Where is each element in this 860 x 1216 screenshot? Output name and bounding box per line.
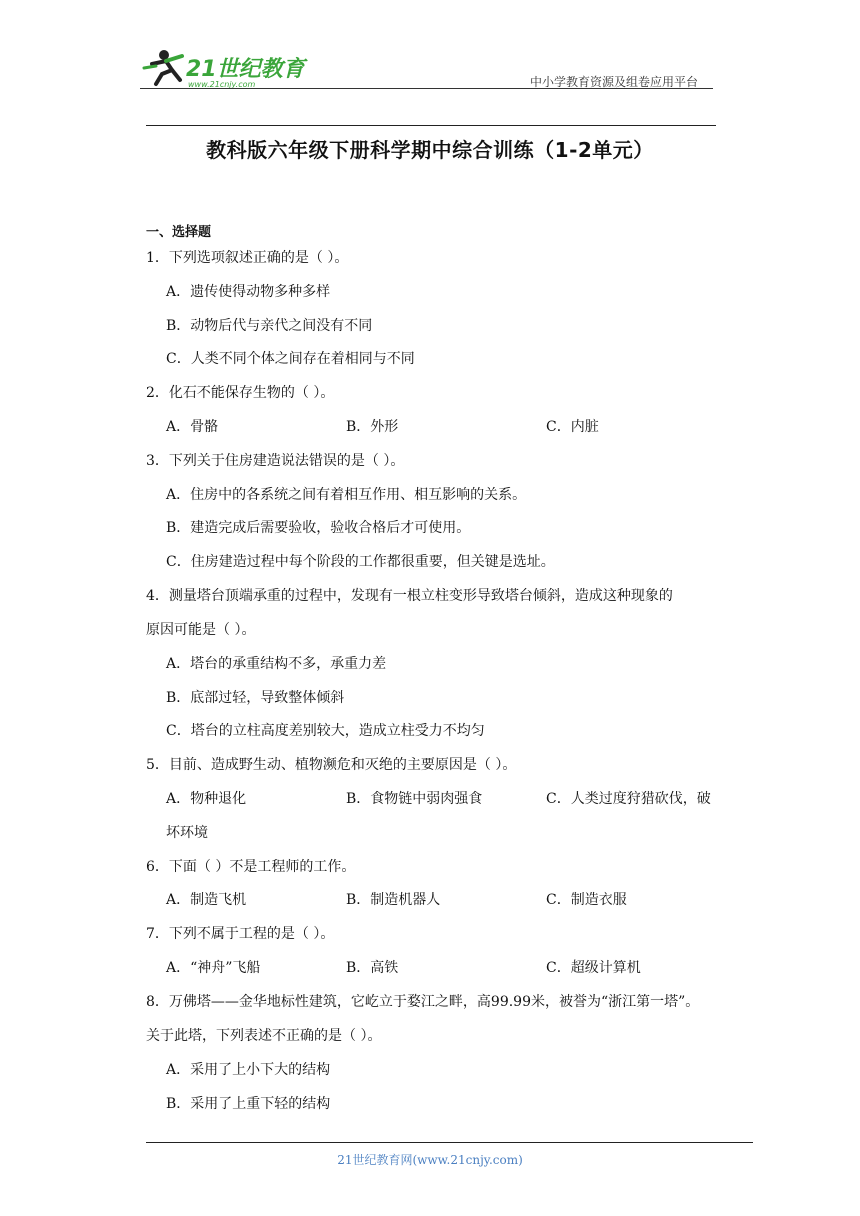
- question-4-stem-cont: 原因可能是（ ）。: [146, 622, 256, 638]
- question-3-option-b: B．建造完成后需要验收，验收合格后才可使用。: [166, 520, 471, 536]
- section-heading: 一、选择题: [146, 225, 212, 240]
- question-1-option-b: B．动物后代与亲代之间没有不同: [166, 318, 373, 334]
- logo-text: 21世纪教育: [186, 57, 305, 82]
- question-5-option-c-cont: 坏环境: [166, 825, 208, 841]
- question-4-option-b: B．底部过轻，导致整体倾斜: [166, 690, 345, 706]
- question-1-option-a: A．遗传使得动物多种多样: [166, 284, 331, 300]
- question-5-option-a: A．物种退化: [166, 791, 247, 807]
- page-title: 教科版六年级下册科学期中综合训练（1-2单元）: [206, 138, 654, 162]
- brand-logo: [142, 46, 312, 90]
- question-5-option-c: C．人类过度狩猎砍伐，破: [546, 791, 711, 807]
- question-3-option-c: C．住房建造过程中每个阶段的工作都很重要，但关键是选址。: [166, 554, 555, 570]
- question-4-option-a: A．塔台的承重结构不多，承重力差: [166, 656, 387, 672]
- question-5-option-b: B．食物链中弱肉强食: [346, 791, 483, 807]
- question-7-stem: 7．下列不属于工程的是（ ）。: [146, 926, 335, 942]
- question-4-stem: 4．测量塔台顶端承重的过程中，发现有一根立柱变形导致塔台倾斜，造成这种现象的: [146, 588, 673, 604]
- logo-url: www.21cnjy.com: [188, 80, 256, 89]
- question-3-option-a: A．住房中的各系统之间有着相互作用、相互影响的关系。: [166, 487, 527, 503]
- question-2-option-b: B．外形: [346, 419, 399, 435]
- question-6-stem: 6．下面（ ）不是工程师的工作。: [146, 859, 356, 875]
- header-divider: [140, 88, 713, 89]
- question-2-stem: 2．化石不能保存生物的（ ）。: [146, 385, 335, 401]
- question-4-option-c: C．塔台的立柱高度差别较大，造成立柱受力不均匀: [166, 723, 485, 739]
- question-7-option-c: C．超级计算机: [546, 960, 641, 976]
- question-2-option-a: A．骨骼: [166, 419, 219, 435]
- question-7-option-b: B．高铁: [346, 960, 399, 976]
- footer-divider: [146, 1142, 753, 1143]
- question-1-option-c: C．人类不同个体之间存在着相同与不同: [166, 351, 415, 367]
- platform-tagline: 中小学教育资源及组卷应用平台: [530, 75, 699, 89]
- question-7-option-a: A．“神舟”飞船: [166, 960, 261, 976]
- question-8-option-b: B．采用了上重下轻的结构: [166, 1096, 331, 1112]
- title-divider: [146, 125, 716, 126]
- question-8-option-a: A．采用了上小下大的结构: [166, 1062, 331, 1078]
- question-2-option-c: C．内脏: [546, 419, 599, 435]
- question-6-option-c: C．制造衣服: [546, 892, 627, 908]
- question-1-stem: 1．下列选项叙述正确的是（ ）。: [146, 250, 349, 266]
- question-8-stem: 8．万佛塔——金华地标性建筑，它屹立于婺江之畔，高99.99米，被誉为“浙江第一塔”。: [146, 994, 700, 1010]
- question-6-option-a: A．制造飞机: [166, 892, 247, 908]
- question-8-stem-cont: 关于此塔，下列表述不正确的是（ ）。: [146, 1028, 382, 1044]
- runner-logo-icon: [142, 46, 312, 90]
- question-5-stem: 5．目前、造成野生动、植物濒危和灭绝的主要原因是（ ）。: [146, 757, 517, 773]
- footer-link[interactable]: 21世纪教育网(www.21cnjy.com): [337, 1153, 523, 1167]
- question-6-option-b: B．制造机器人: [346, 892, 441, 908]
- question-3-stem: 3．下列关于住房建造说法错误的是（ ）。: [146, 453, 405, 469]
